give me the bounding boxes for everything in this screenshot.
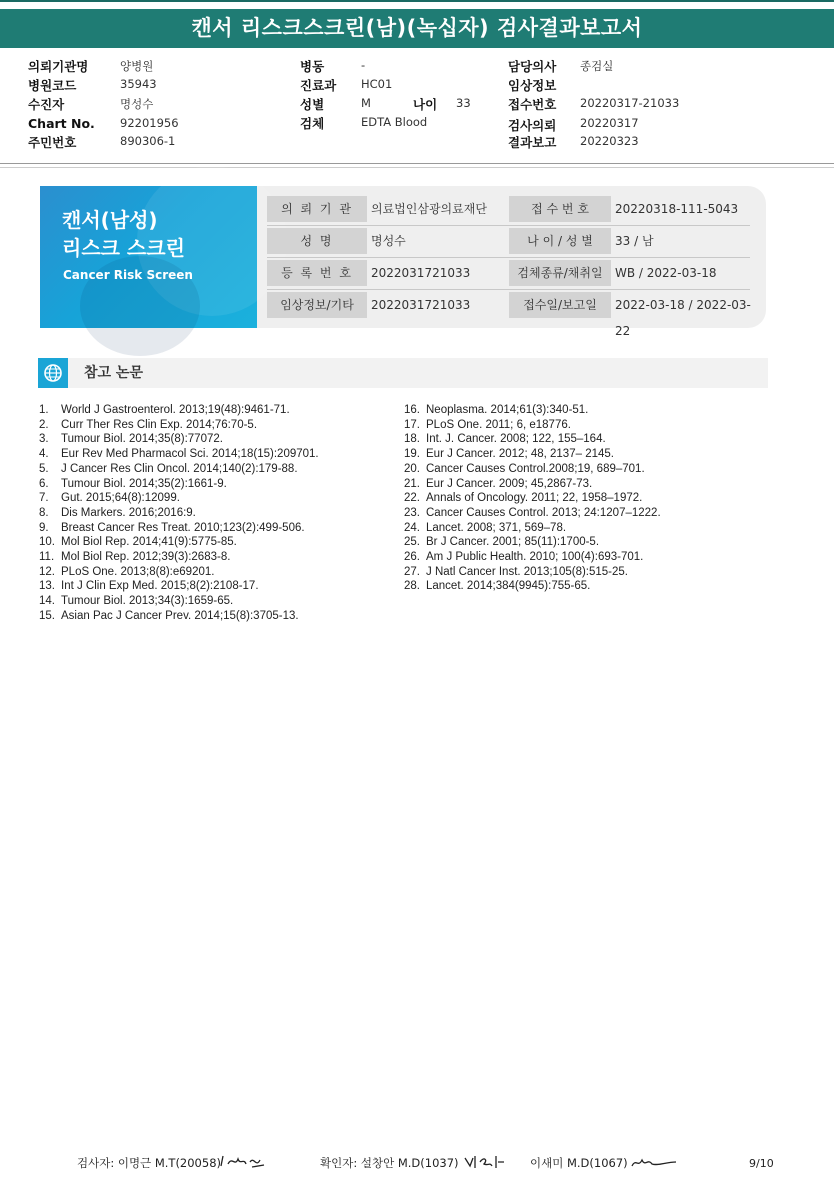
reference-item	[404, 433, 606, 445]
section-header	[38, 358, 768, 388]
banner-title-1: 캔서(남성)	[62, 208, 158, 232]
reference-text: Am J Public Health. 2010; 100(4):693-701.	[426, 551, 644, 563]
reference-text: Dis Markers. 2016;2016:9.	[61, 506, 196, 519]
top-rule	[0, 0, 834, 2]
reference-number: 8.	[39, 506, 49, 519]
reference-text: Tumour Biol. 2013;34(3):1659-65.	[61, 595, 234, 608]
divider	[0, 163, 834, 164]
reference-text: Br J Cancer. 2001; 85(11):1700-5.	[426, 536, 600, 549]
value-report-date: 20220323	[580, 134, 639, 148]
row-divider	[267, 257, 750, 258]
card-label-reg-no: 등 록 번 호	[267, 260, 367, 286]
card-label-age-sex: 나 이 / 성 별	[509, 228, 611, 254]
card-label-institution: 의 뢰 기 관	[267, 196, 367, 222]
confirmer-2: 이새미 M.D(1067)	[530, 1156, 628, 1170]
value-ward: -	[361, 58, 366, 72]
reference-text: Gut. 2015;64(8):12099.	[61, 492, 180, 505]
reference-item	[39, 492, 180, 504]
reference-item	[39, 404, 290, 416]
reference-item	[404, 507, 661, 519]
reference-number: 16.	[404, 404, 420, 416]
reference-number: 1.	[39, 404, 49, 416]
reference-item	[404, 463, 645, 475]
reference-text: Mol Biol Rep. 2012;39(3):2683-8.	[61, 551, 231, 563]
reference-text: PLoS One. 2013;8(8):e69201.	[61, 565, 215, 578]
label-chart-no: Chart No.	[28, 116, 95, 131]
reference-text: Eur Rev Med Pharmacol Sci. 2014;18(15):209701.	[61, 448, 319, 461]
tester: 검사자: 이명근 M.T(20058)	[77, 1156, 221, 1170]
reference-item	[404, 448, 614, 460]
reference-number: 23.	[404, 506, 420, 519]
section-title: 참고 논문	[84, 365, 143, 381]
reference-text: Curr Ther Res Clin Exp. 2014;76:70-5.	[61, 418, 258, 431]
reference-number: 22.	[404, 492, 420, 505]
label-hospital: 의뢰기관명	[28, 59, 89, 74]
confirmer-signature	[462, 1152, 508, 1172]
reference-item	[404, 522, 566, 534]
label-report-date: 결과보고	[508, 135, 557, 150]
label-sex: 성별	[300, 97, 325, 112]
card-value-institution: 의료법인삼광의료재단	[371, 202, 487, 216]
reference-number: 12.	[39, 565, 55, 578]
reference-text: PLoS One. 2011; 6, e18776.	[426, 418, 571, 431]
label-age: 나이	[413, 97, 438, 112]
reference-item	[39, 536, 237, 548]
reference-number: 19.	[404, 448, 420, 461]
label-request-date: 검사의뢰	[508, 118, 557, 133]
patient-info	[0, 52, 834, 162]
reference-item	[39, 507, 196, 519]
reference-number: 5.	[39, 462, 49, 475]
reference-number: 25.	[404, 536, 420, 549]
value-doctor: 종검실	[580, 59, 614, 73]
reference-number: 27.	[404, 565, 420, 578]
card-label-name: 성 명	[267, 228, 367, 254]
reference-text: Neoplasma. 2014;61(3):340-51.	[426, 404, 589, 416]
reference-number: 13.	[39, 580, 55, 593]
value-hospital: 양병원	[120, 59, 154, 73]
banner-subtitle: Cancer Risk Screen	[63, 268, 193, 282]
reference-item	[404, 551, 643, 563]
value-resident-no: 890306-1	[120, 134, 176, 148]
value-age: 33	[456, 96, 471, 110]
page-number: 9/10	[749, 1157, 774, 1170]
card-value-reg-no: 2022031721033	[371, 266, 471, 280]
card-value-specimen: WB / 2022-03-18	[615, 266, 717, 280]
reference-text: Cancer Causes Control.2008;19, 689–701.	[426, 462, 645, 475]
value-specimen: EDTA Blood	[361, 115, 428, 129]
label-department: 진료과	[300, 78, 337, 93]
reference-item	[39, 551, 230, 563]
reference-text: Int. J. Cancer. 2008; 122, 155–164.	[426, 433, 606, 446]
report-title: 캔서 리스크스크린(남)(녹십자) 검사결과보고서	[0, 9, 834, 48]
label-receipt-no: 접수번호	[508, 97, 557, 112]
row-divider	[267, 289, 750, 290]
reference-number: 17.	[404, 418, 420, 431]
value-patient: 명성수	[120, 97, 154, 111]
reference-text: Cancer Causes Control. 2013; 24:1207–1222.	[426, 506, 661, 519]
value-receipt-no: 20220317-21033	[580, 96, 680, 110]
card-label-clinical: 임상정보/기타	[267, 292, 367, 318]
reference-item	[39, 595, 233, 607]
reference-number: 9.	[39, 521, 49, 534]
value-chart-no: 92201956	[120, 116, 179, 130]
reference-item	[39, 610, 299, 622]
reference-text: J Natl Cancer Inst. 2013;105(8):515-25.	[426, 565, 629, 578]
reference-item	[39, 580, 259, 592]
reference-number: 6.	[39, 477, 49, 490]
reference-text: Asian Pac J Cancer Prev. 2014;15(8):3705-13.	[61, 609, 299, 622]
reference-number: 11.	[39, 551, 55, 563]
reference-item	[404, 404, 588, 416]
reference-text: Annals of Oncology. 2011; 22, 1958–1972.	[426, 492, 643, 505]
reference-item	[404, 419, 571, 431]
reference-text: Lancet. 2008; 371, 569–78.	[426, 521, 567, 534]
card-label-specimen: 검체종류/채취일	[509, 260, 611, 286]
reference-number: 15.	[39, 609, 55, 622]
card-value-dates: 2022-03-18 / 2022-03-22	[615, 298, 751, 338]
value-hospital-code: 35943	[120, 77, 157, 91]
label-doctor: 담당의사	[508, 59, 557, 74]
reference-text: Tumour Biol. 2014;35(2):1661-9.	[61, 477, 227, 490]
row-divider	[267, 225, 750, 226]
label-resident-no: 주민번호	[28, 135, 77, 150]
reference-number: 24.	[404, 521, 420, 534]
reference-text: Mol Biol Rep. 2014;41(9):5775-85.	[61, 536, 237, 549]
reference-number: 2.	[39, 418, 49, 431]
reference-text: Eur J Cancer. 2012; 48, 2137– 2145.	[426, 448, 614, 461]
reference-number: 21.	[404, 477, 420, 490]
reference-text: Breast Cancer Res Treat. 2010;123(2):499-506.	[61, 521, 305, 534]
reference-item	[404, 536, 599, 548]
reference-text: World J Gastroenterol. 2013;19(48):9461-71.	[61, 404, 290, 416]
reference-item	[39, 419, 257, 431]
summary-card	[40, 186, 766, 338]
card-label-receipt: 접 수 번 호	[509, 196, 611, 222]
label-specimen: 검체	[300, 116, 325, 131]
banner-title-2: 리스크 스크린	[62, 236, 185, 260]
reference-text: Int J Clin Exp Med. 2015;8(2):2108-17.	[61, 580, 259, 593]
divider	[0, 167, 834, 168]
value-department: HC01	[361, 77, 393, 91]
reference-text: Lancet. 2014;384(9945):755-65.	[426, 580, 591, 593]
label-ward: 병동	[300, 59, 325, 74]
reference-item	[39, 566, 214, 578]
value-request-date: 20220317	[580, 116, 639, 130]
reference-number: 14.	[39, 595, 55, 608]
reference-number: 18.	[404, 433, 420, 446]
reference-number: 4.	[39, 448, 49, 461]
reference-text: Eur J Cancer. 2009; 45,2867-73.	[426, 477, 593, 490]
card-value-age-sex: 33 / 남	[615, 234, 654, 248]
card-value-name: 명성수	[371, 234, 406, 248]
reference-number: 7.	[39, 492, 49, 505]
value-sex: M	[361, 96, 371, 110]
tester-signature	[218, 1152, 268, 1172]
reference-number: 28.	[404, 580, 420, 593]
reference-item	[404, 580, 590, 592]
reference-item	[39, 433, 223, 445]
label-clinical-info: 임상정보	[508, 78, 557, 93]
card-value-receipt: 20220318-111-5043	[615, 202, 739, 216]
globe-icon	[38, 358, 68, 388]
card-value-clinical: 2022031721033	[371, 298, 471, 312]
reference-item	[404, 478, 592, 490]
reference-number: 20.	[404, 462, 420, 475]
card-banner	[40, 186, 257, 328]
card-label-dates: 접수일/보고일	[509, 292, 611, 318]
reference-number: 10.	[39, 536, 55, 549]
reference-item	[404, 566, 628, 578]
reference-item	[39, 448, 319, 460]
label-patient: 수진자	[28, 97, 65, 112]
reference-number: 26.	[404, 551, 420, 563]
reference-number: 3.	[39, 433, 49, 446]
label-hospital-code: 병원코드	[28, 78, 77, 93]
reference-item	[39, 463, 298, 475]
confirmer-2-signature	[630, 1152, 678, 1172]
reference-text: Tumour Biol. 2014;35(8):77072.	[61, 433, 223, 446]
reference-text: J Cancer Res Clin Oncol. 2014;140(2):179-88.	[61, 462, 298, 475]
confirmer: 확인자: 설창안 M.D(1037)	[320, 1156, 459, 1170]
reference-item	[404, 492, 642, 504]
reference-item	[39, 522, 305, 534]
reference-item	[39, 478, 227, 490]
